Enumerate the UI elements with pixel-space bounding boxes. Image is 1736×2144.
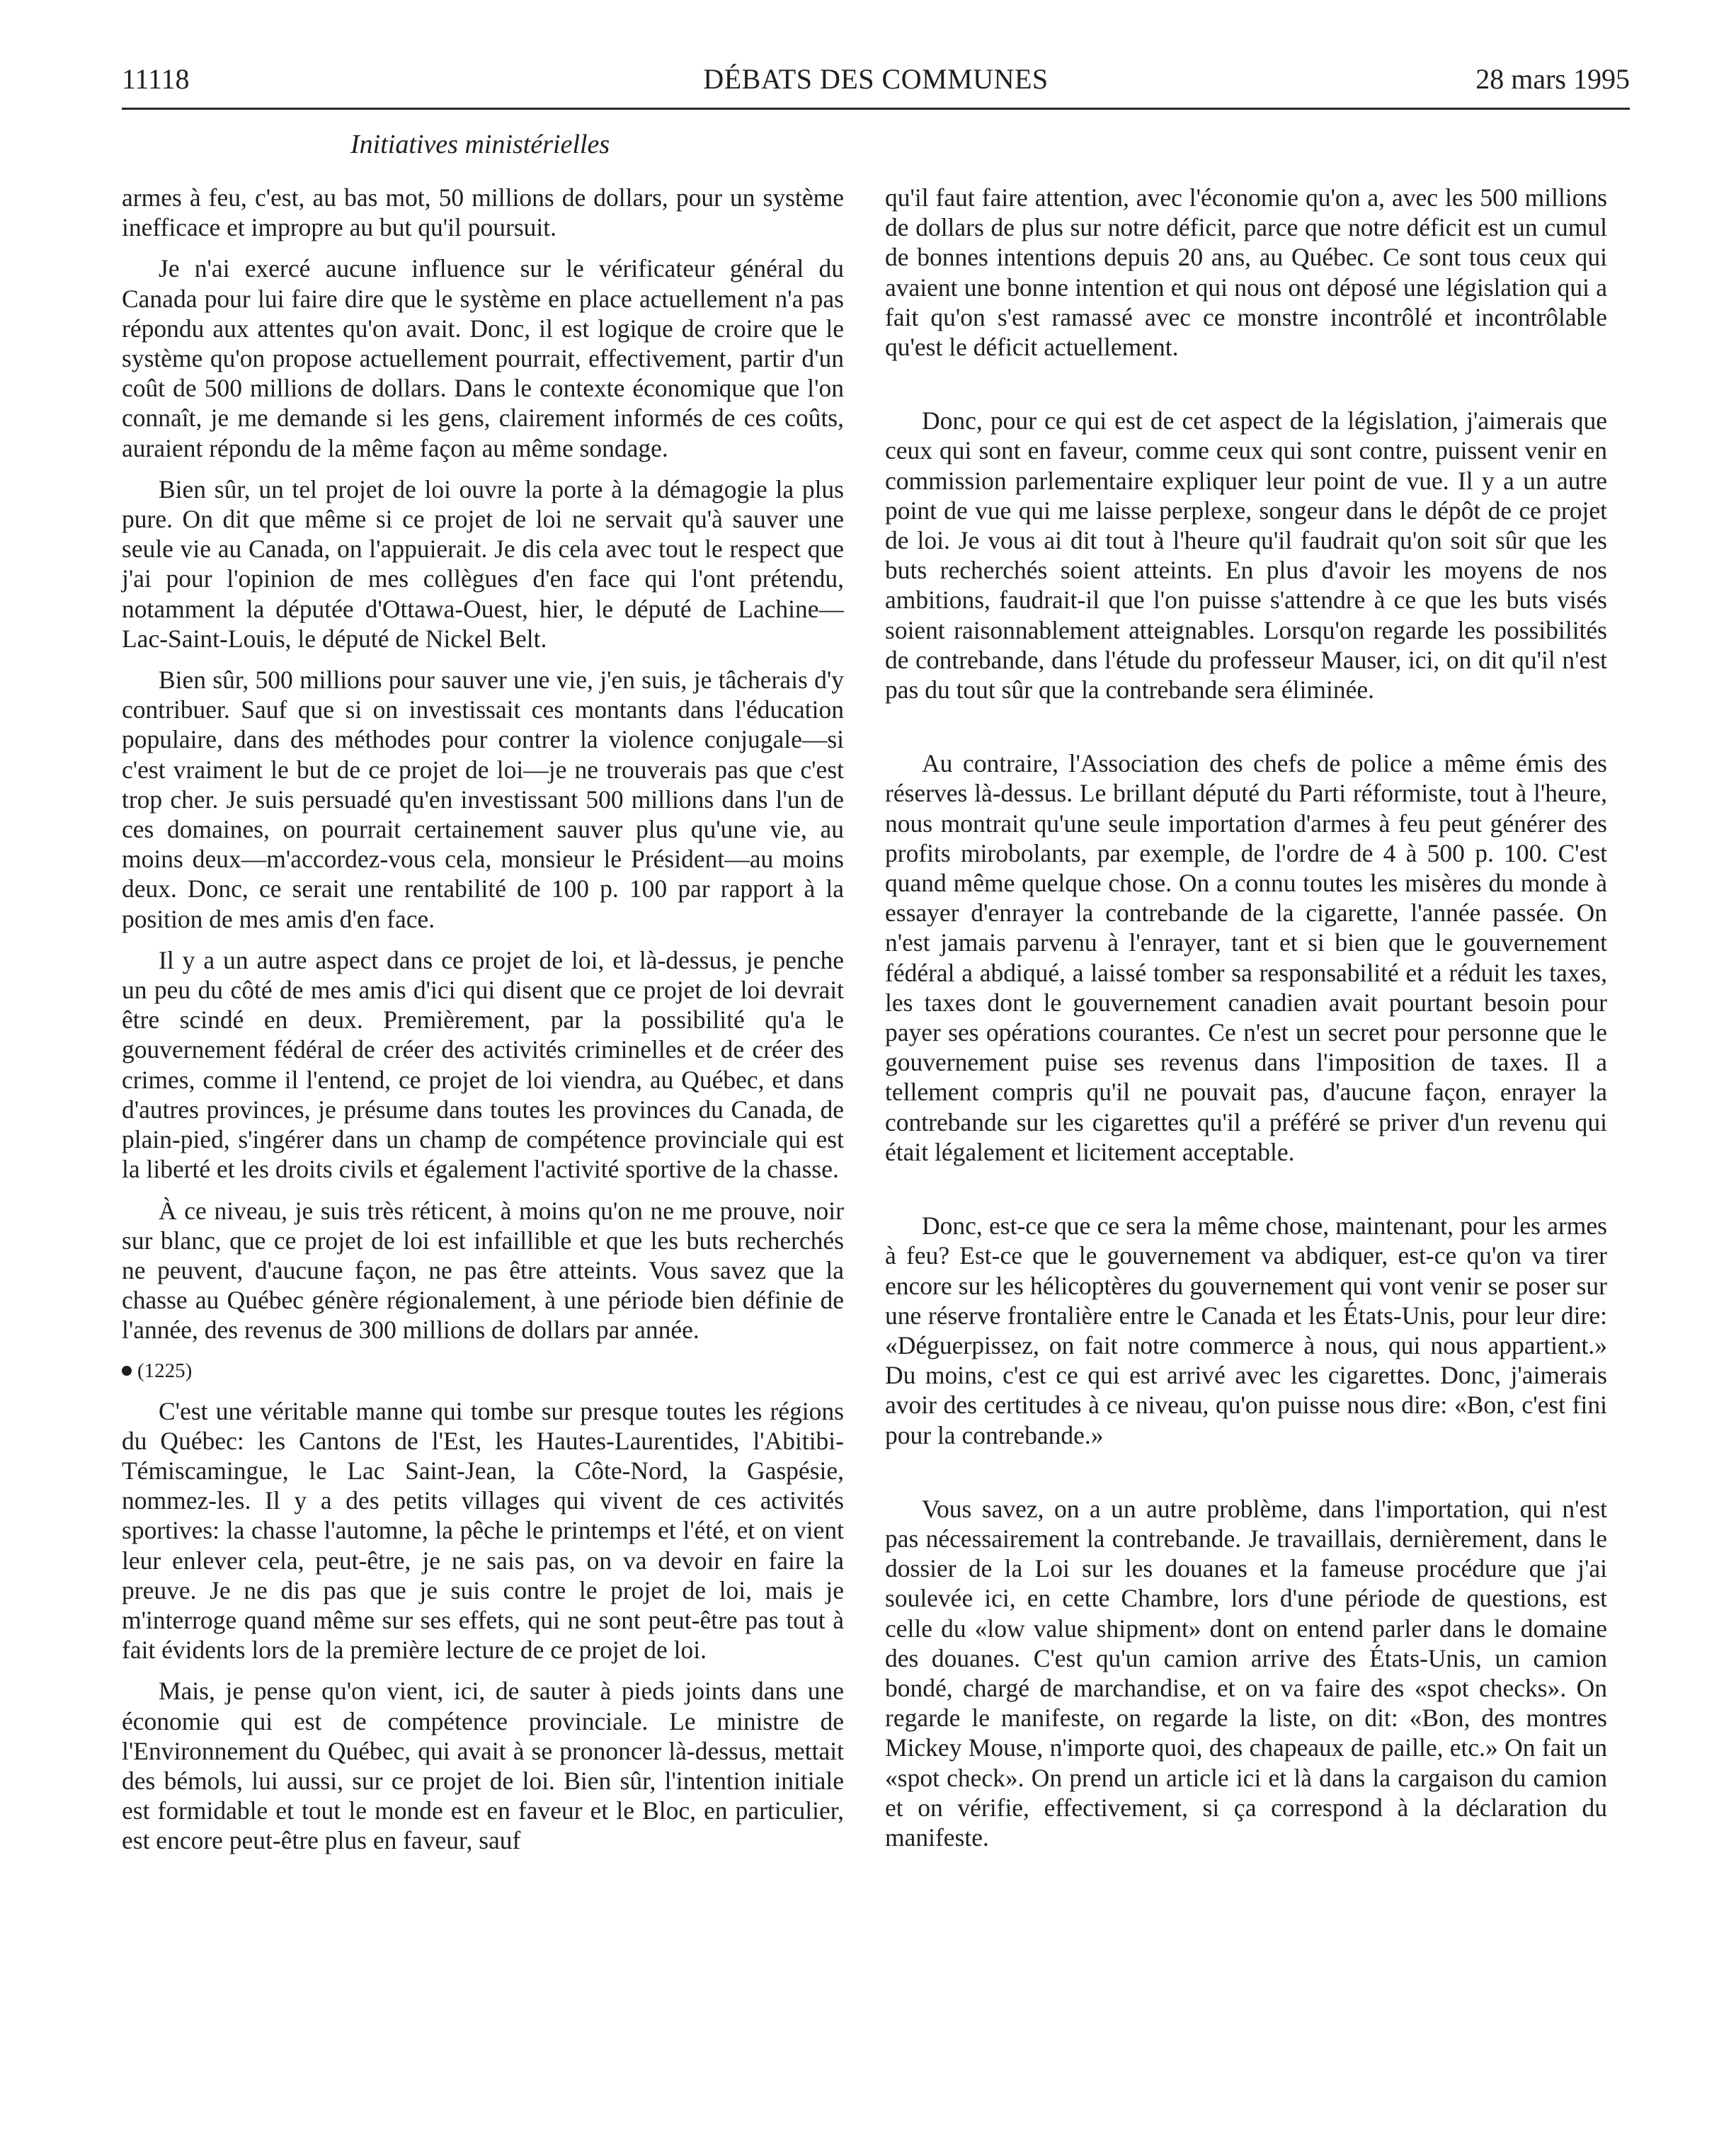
paragraph: Bien sûr, 500 millions pour sauver une vie, j'en suis, je tâcherais d'y contribuer. Sauf que si on investissait ces montants dans l'éducation populaire, dans des méthodes pour contrer la violence conjugale—si c'est vraiment le but de ce projet de loi—je ne trouverais pas que c'est trop cher. Je suis persuadé qu'en investissant 500 millions dans l'un de ces domaines, on pourrait certainement sauver plus qu'une vie, au moins deux—m'accordez-vous cela, monsieur le Président—au moins deux. Donc, ce serait une rentabilité de 100 p. 100 par rapport à la position de mes amis d'en face. bbox=[122, 666, 844, 933]
paragraph: Donc, est-ce que ce sera la même chose, maintenant, pour les armes à feu? Est-ce que le gouvernement va abdiquer, est-ce qu'on va tirer encore sur les hélicoptères du gouvernement qui vont venir se poser sur une réserve frontalière entre le Canada et les États-Unis, pour leur dire: «Déguerpissez, on fait notre commerce à nous, qui nous appartient.» Du moins, c'est ce qui est arrivé avec les cigarettes. Donc, j'aimerais avoir des certitudes à ce niveau, qu'on puisse nous dire: «Bon, c'est fini pour la contrebande.» bbox=[885, 1211, 1607, 1449]
page-number: 11118 bbox=[122, 63, 190, 95]
left-column bbox=[122, 183, 844, 1867]
bullet-icon bbox=[122, 1366, 132, 1376]
paragraph: armes à feu, c'est, au bas mot, 50 millions de dollars, pour un système inefficace et impropre au but qu'il poursuit. bbox=[122, 183, 844, 242]
paragraph: À ce niveau, je suis très réticent, à moins qu'on ne me prouve, noir sur blanc, que ce projet de loi est infaillible et que les buts recherchés ne peuvent, d'aucune façon, ne pas être atteints. Vous savez que la chasse au Québec génère régionalement, à une période bien définie de l'année, des revenus de 300 millions de dollars par année. bbox=[122, 1196, 844, 1345]
paragraph: Mais, je pense qu'on vient, ici, de sauter à pieds joints dans une économie qui est de compétence provinciale. Le ministre de l'Environnement du Québec, qui avait à se prononcer là-dessus, mettait des bémols, lui aussi, sur ce projet de loi. Bien sûr, l'intention initiale est formidable et tout le monde est en faveur et le Bloc, en particulier, est encore peut-être plus en faveur, sauf bbox=[122, 1677, 844, 1855]
section-label: Initiatives ministérielles bbox=[350, 130, 610, 159]
paragraph: Bien sûr, un tel projet de loi ouvre la porte à la démagogie la plus pure. On dit que même si ce projet de loi ne servait qu'à sauver une seule vie au Canada, on l'appuierait. Je dis cela avec tout le respect que j'ai pour l'opinion de mes collègues d'en face qui l'ont prétendu, notamment la députée d'Ottawa-Ouest, hier, le député de Lachine—Lac-Saint-Louis, le député de Nickel Belt. bbox=[122, 474, 844, 653]
paragraph: Vous savez, on a un autre problème, dans l'importation, qui n'est pas nécessairement la contrebande. Je travaillais, dernièrement, dans le dossier de la Loi sur les douanes et la fameuse procédure que j'ai soulevée ici, en cette Chambre, lors d'une période de questions, est celle du «low value shipment» dont on entend parler dans le domaine des douanes. C'est qu'un camion arrive des États-Unis, un camion bondé, chargé de marchandise, et on va faire des «spot checks». On regarde le manifeste, on regarde la liste, on dit: «Bon, des montres Mickey Mouse, n'importe quoi, des chapeaux de paille, etc.» On fait un «spot check». On prend un article ici et là dans la cargaison du camion et on vérifie, effectivement, si ça correspond à la déclaration du manifeste. bbox=[885, 1494, 1607, 1852]
paragraph: Au contraire, l'Association des chefs de police a même émis des réserves là-dessus. Le brillant député du Parti réformiste, tout à l'heure, nous montrait qu'une seule importation d'armes à feu peut générer des profits mirobolants, par exemple, de l'ordre de 4 à 500 p. 100. C'est quand même quelque chose. On a connu toutes les misères du monde à essayer d'enrayer la contrebande de la cigarette, l'année passée. On n'est jamais parvenu à l'enrayer, tant et si bien que le gouvernement fédéral a abdiqué, a laissé tomber sa responsabilité et a réduit les taxes, les taxes dont le gouvernement canadien avait pourtant besoin pour payer ses opérations courantes. Ce n'est un secret pour personne que le gouvernement puise ses revenus dans l'imposition de taxes. Il a tellement compris qu'il ne pouvait pas, d'aucune façon, enrayer la contrebande sur les cigarettes qu'il a préféré se priver d'un revenu qui était légalement et licitement acceptable. bbox=[885, 749, 1607, 1166]
issue-date: 28 mars 1995 bbox=[1475, 63, 1630, 95]
paragraph: Il y a un autre aspect dans ce projet de loi, et là-dessus, je penche un peu du côté de mes amis d'ici qui disent que ce projet de loi devrait être scindé en deux. Premièrement, par la possibilité qu'a le gouvernement fédéral de créer des activités criminelles et de créer des crimes, comme il l'entend, ce projet de loi viendra, au Québec, et dans d'autres provinces, je présume dans toutes les provinces du Canada, de plain-pied, s'ingérer dans un champ de compétence provinciale qui est la liberté et les droits civils et également l'activité sportive de la chasse. bbox=[122, 945, 844, 1184]
publication-title: DÉBATS DES COMMUNES bbox=[703, 63, 1049, 95]
page-header bbox=[122, 58, 1630, 110]
paragraph: Je n'ai exercé aucune influence sur le vérificateur général du Canada pour lui faire dire que le système en place actuellement n'a pas répondu aux attentes qu'on avait. Donc, il est logique de croire que le système qu'on propose actuellement pourrait, effectivement, partir d'un coût de 500 millions de dollars. Dans le contexte économique que l'on connaît, je me demande si les gens, clairement informés de ces coûts, auraient répondu de la même façon au même sondage. bbox=[122, 254, 844, 462]
paragraph: Donc, pour ce qui est de cet aspect de la législation, j'aimerais que ceux qui sont en faveur, comme ceux qui sont contre, puissent venir en commission parlementaire expliquer leur point de vue. Il y a un autre point de vue qui me laisse perplexe, songeur dans le dépôt de ce projet de loi. Je vous ai dit tout à l'heure qu'il faudrait qu'on soit sûr que les buts recherchés soient atteints. En plus d'avoir les moyens de nos ambitions, faudrait-il que l'on puisse s'attendre à ce que les buts visés soient raisonnablement atteignables. Lorsqu'on regarde les possibilités de contrebande, dans l'étude du professeur Mauser, ici, on dit qu'il n'est pas du tout sûr que la contrebande sera éliminée. bbox=[885, 406, 1607, 705]
right-column bbox=[885, 183, 1607, 1864]
paragraph: C'est une véritable manne qui tombe sur presque toutes les régions du Québec: les Cantons de l'Est, les Hautes-Laurentides, l'Abitibi-Témiscamingue, le Lac Saint-Jean, la Côte-Nord, la Gaspésie, nommez-les. Il y a des petits villages qui vivent de ces activités sportives: la chasse l'automne, la pêche le printemps et l'été, et on vient leur enlever cela, peut-être, je ne sais pas, on va devoir en faire la preuve. Je ne dis pas que je suis contre le projet de loi, mais je m'interroge quand même sur ses effets, qui ne sont peut-être pas tout à fait évidents lors de la première lecture de ce projet de loi. bbox=[122, 1396, 844, 1665]
time-marker-text: (1225) bbox=[137, 1359, 193, 1382]
paragraph: qu'il faut faire attention, avec l'économie qu'on a, avec les 500 millions de dollars de plus sur notre déficit, parce que notre déficit est un cumul de bonnes intentions depuis 20 ans, au Québec. Ce sont tous ceux qui avaient une bonne intention et qui nous ont déposé une législation qui a fait qu'on s'est ramassé avec ce monstre incontrôlé et incontrôlable qu'est le déficit actuellement. bbox=[885, 183, 1607, 362]
time-marker bbox=[122, 1357, 844, 1385]
